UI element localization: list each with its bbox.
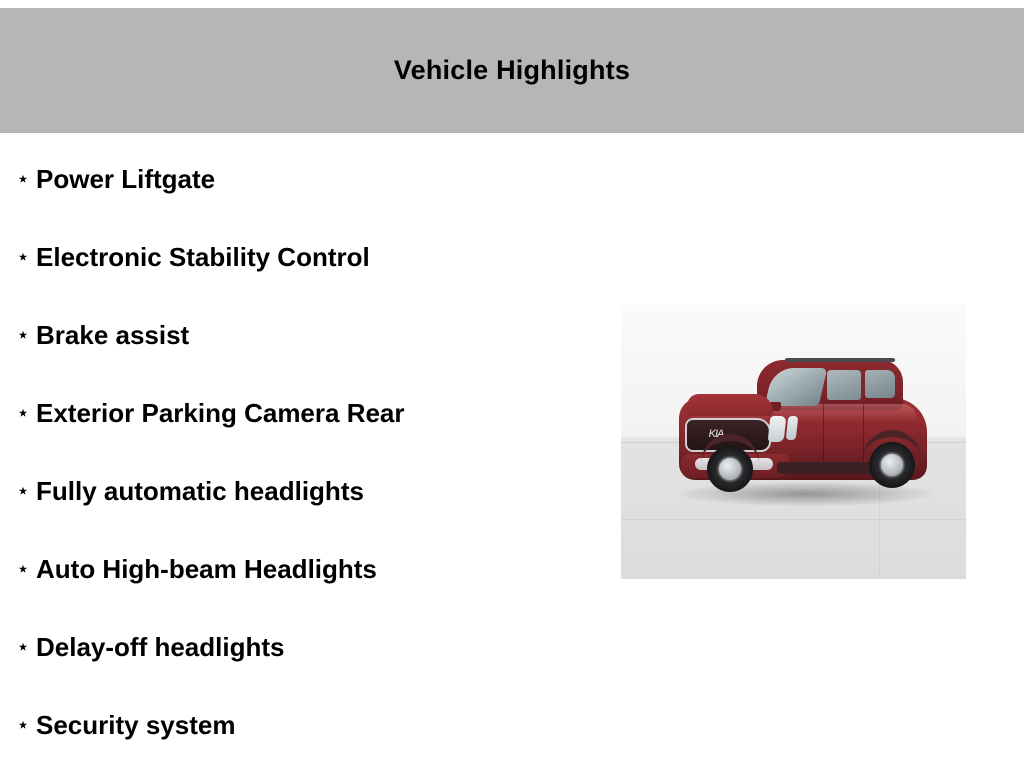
- vehicle-highlights-list: [0, 140, 620, 764]
- highlight-label: Electronic Stability Control: [36, 241, 370, 272]
- highlight-label: Delay-off headlights: [36, 631, 285, 662]
- highlight-label: Power Liftgate: [36, 163, 216, 194]
- list-item: [0, 452, 620, 530]
- star-icon: ⋆: [16, 166, 30, 191]
- wheel-hub: [881, 454, 903, 476]
- rear-side-window: [865, 370, 895, 398]
- page-title: Vehicle Highlights: [393, 55, 631, 85]
- car-hood: [687, 394, 773, 416]
- highlight-label: Exterior Parking Camera Rear: [36, 397, 405, 428]
- header-band: [0, 8, 1024, 133]
- star-icon: ⋆: [16, 244, 30, 269]
- star-icon: ⋆: [16, 322, 30, 347]
- highlight-label: Brake assist: [36, 319, 190, 350]
- highlight-label: Security system: [36, 709, 236, 740]
- rear-wheel: [869, 442, 915, 488]
- list-item: [0, 686, 620, 764]
- door-seam: [823, 404, 824, 462]
- star-icon: ⋆: [16, 634, 30, 659]
- list-item: [0, 140, 620, 218]
- front-side-window: [827, 370, 861, 400]
- list-item: [0, 530, 620, 608]
- star-icon: ⋆: [16, 400, 30, 425]
- headlight-left-icon: [768, 416, 787, 442]
- kia-badge: KIA: [708, 428, 724, 440]
- vehicle-photo: [621, 304, 966, 579]
- roof-rail: [785, 358, 895, 362]
- front-wheel: [707, 446, 753, 492]
- highlight-label: Fully automatic headlights: [36, 475, 364, 506]
- list-item: [0, 608, 620, 686]
- list-item: [0, 296, 620, 374]
- list-item: [0, 218, 620, 296]
- star-icon: ⋆: [16, 478, 30, 503]
- highlight-label: Auto High-beam Headlights: [36, 553, 377, 584]
- list-item: [0, 374, 620, 452]
- suv-illustration: [673, 346, 943, 521]
- wheel-hub: [719, 458, 741, 480]
- star-icon: ⋆: [16, 556, 30, 581]
- star-icon: ⋆: [16, 712, 30, 737]
